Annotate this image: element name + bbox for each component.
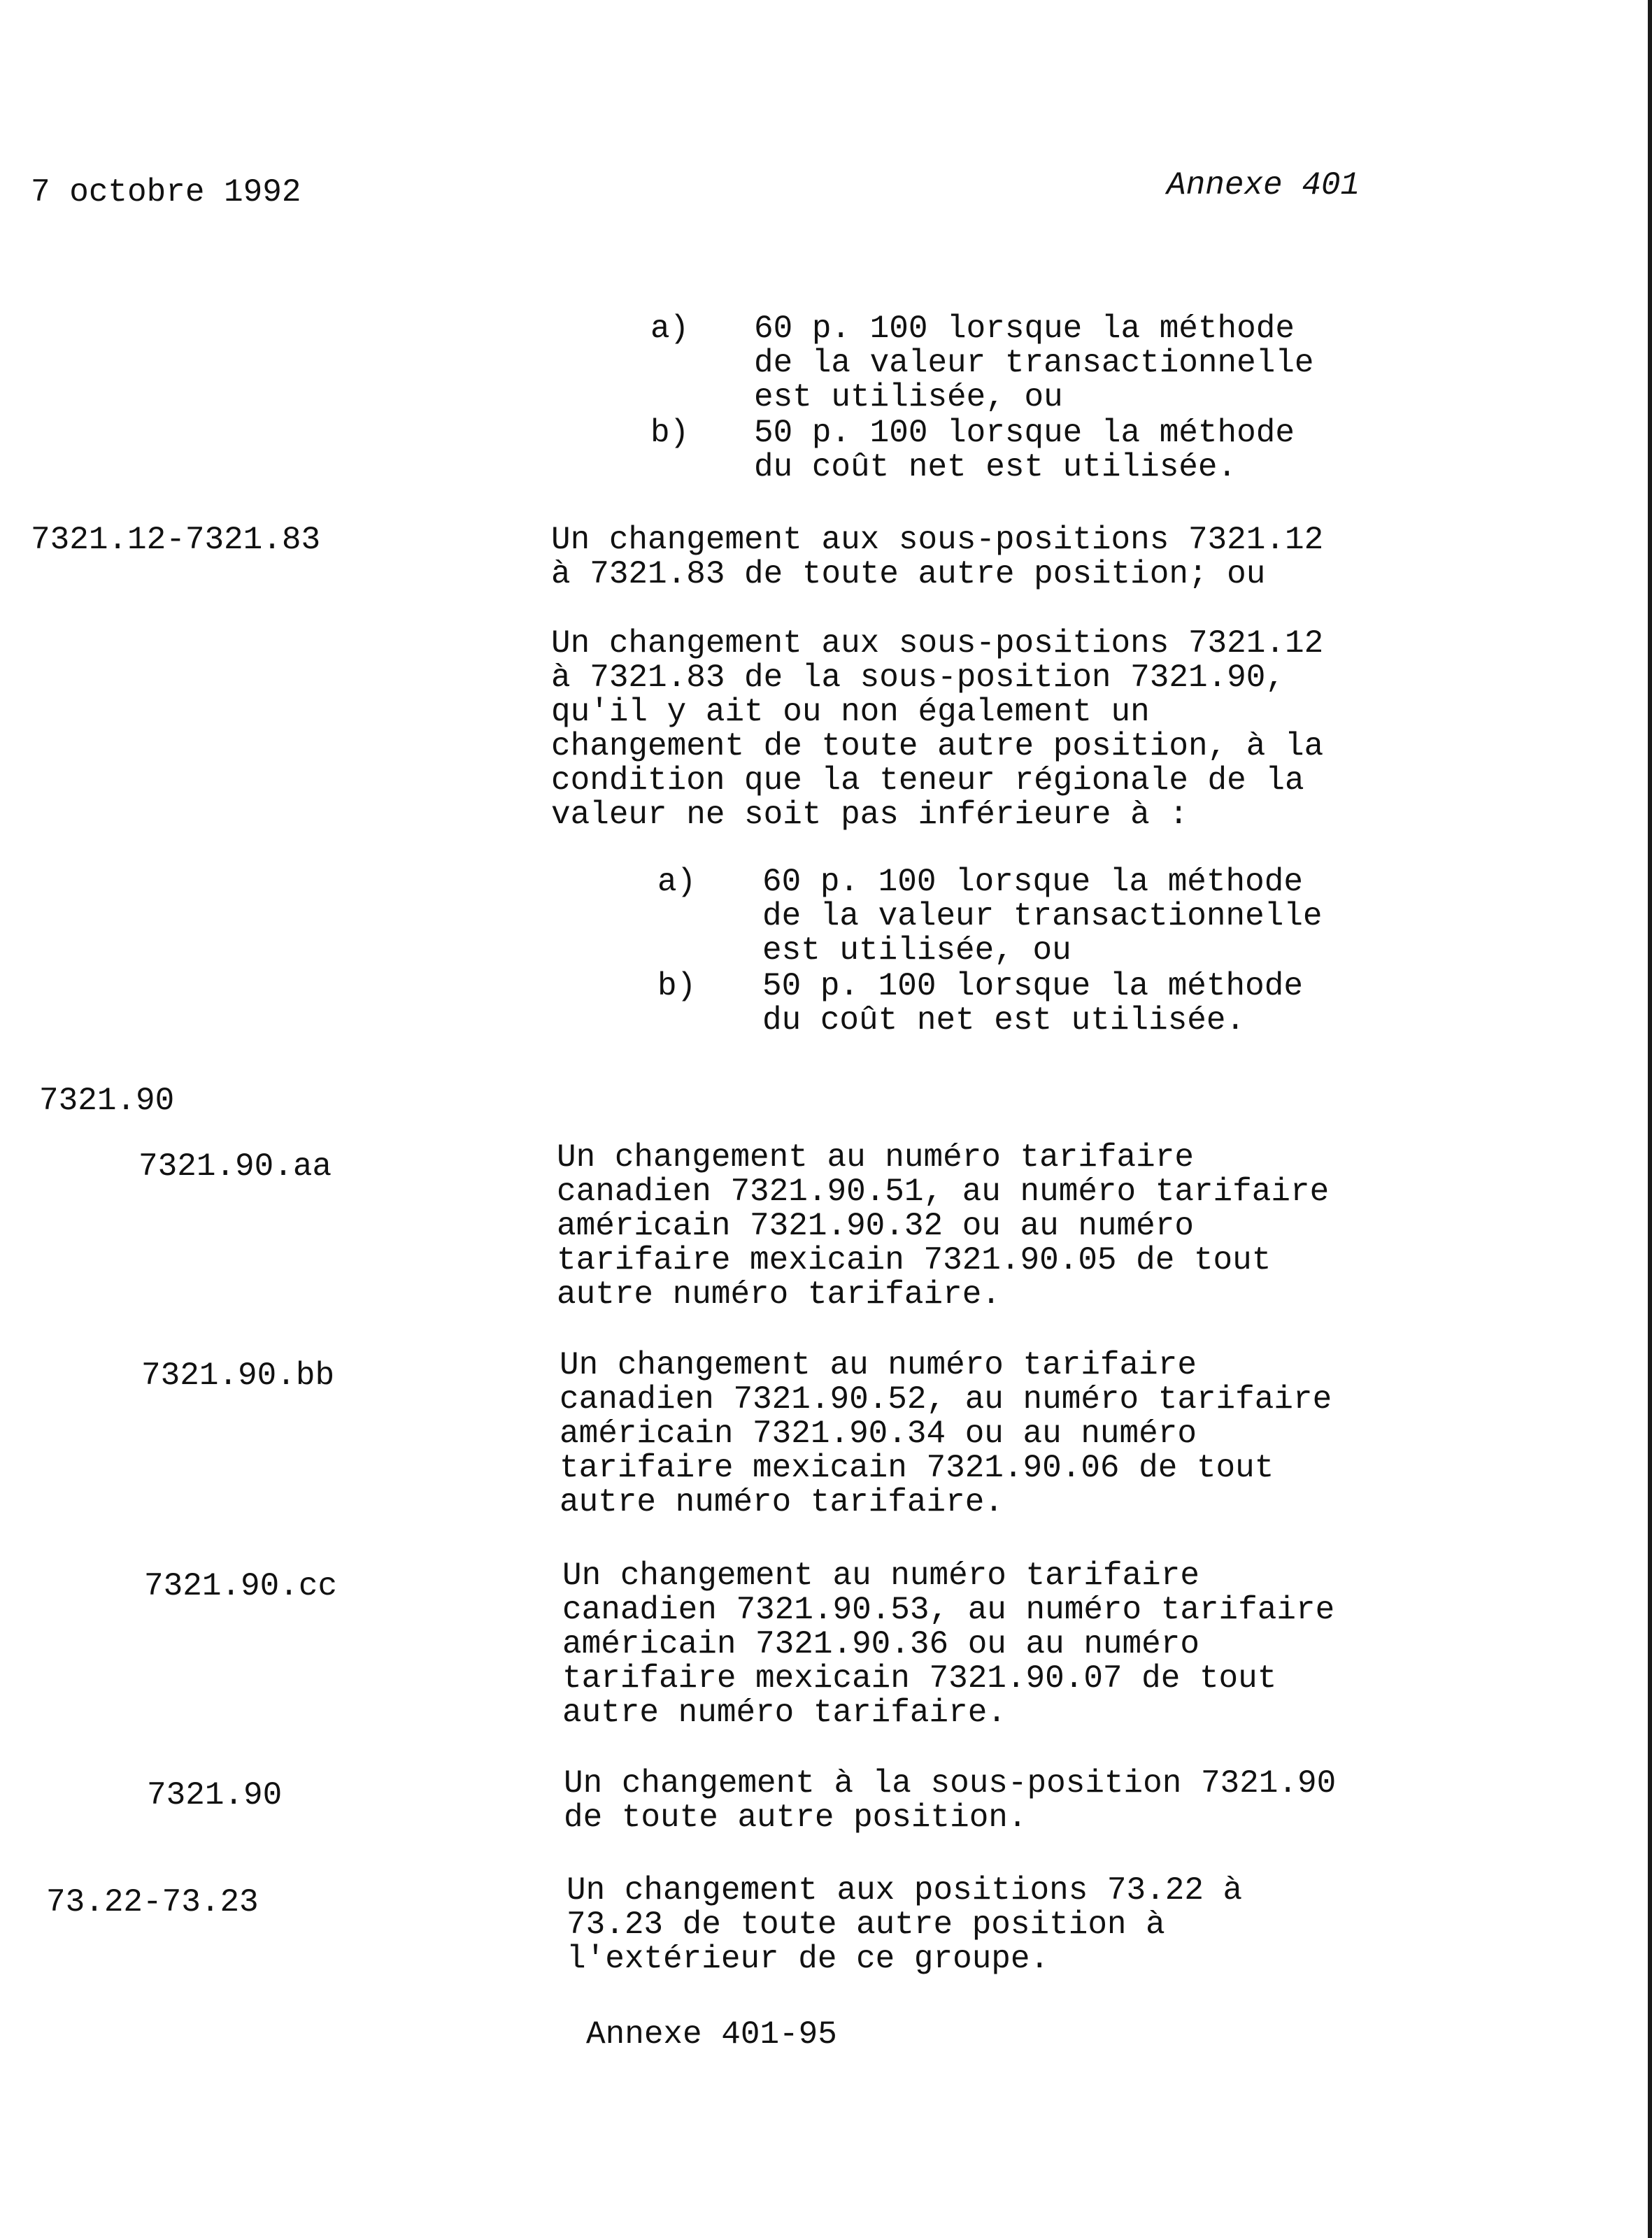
tariff-heading: 7321.90 (39, 1083, 175, 1119)
rule-text-line: canadien 7321.90.53, au numéro tarifaire (562, 1592, 1335, 1628)
rule-text-line: tarifaire mexicain 7321.90.05 de tout (557, 1242, 1272, 1278)
rule-text-line: de toute autre position. (564, 1799, 1027, 1836)
rule-text-line: autre numéro tarifaire. (562, 1695, 1006, 1731)
page-number: Annexe 401-95 (586, 2016, 837, 2053)
list-line: 60 p. 100 lorsque la méthode (762, 864, 1303, 900)
rule-text-line: tarifaire mexicain 7321.90.06 de tout (560, 1450, 1274, 1486)
annex-title: Annexe 401 (1167, 167, 1360, 204)
rule-text-line: américain 7321.90.32 ou au numéro (557, 1208, 1194, 1244)
rule-text-line: l'extérieur de ce groupe. (567, 1941, 1050, 1977)
rule-text-line: changement de toute autre position, à la (551, 728, 1324, 764)
rule-text-line: américain 7321.90.36 ou au numéro (562, 1626, 1199, 1662)
rule-text-line: Un changement aux sous-positions 7321.12 (551, 522, 1324, 558)
list-marker: b) (650, 415, 690, 451)
list-line: est utilisée, ou (754, 379, 1063, 415)
list-line: de la valeur transactionnelle (754, 345, 1314, 381)
scan-edge-shadow (1648, 0, 1652, 2238)
list-marker: b) (657, 968, 697, 1004)
list-line: du coût net est utilisée. (754, 449, 1237, 485)
rule-text-line: à 7321.83 de toute autre position; ou (551, 556, 1266, 592)
rule-text-line: condition que la teneur régionale de la (551, 762, 1304, 799)
list-line: 50 p. 100 lorsque la méthode (754, 415, 1295, 451)
list-marker: a) (650, 311, 690, 347)
tariff-code: 7321.90 (147, 1777, 283, 1813)
rule-text-line: qu'il y ait ou non également un (551, 694, 1150, 730)
list-line: 60 p. 100 lorsque la méthode (754, 311, 1295, 347)
list-marker: a) (657, 864, 697, 900)
tariff-code: 7321.12-7321.83 (31, 522, 321, 558)
rule-text-line: 73.23 de toute autre position à (567, 1906, 1165, 1943)
rule-text-line: Un changement aux positions 73.22 à (567, 1872, 1243, 1909)
rule-text-line: tarifaire mexicain 7321.90.07 de tout (562, 1660, 1277, 1697)
list-line: de la valeur transactionnelle (762, 898, 1323, 934)
rule-text-line: à 7321.83 de la sous-position 7321.90, (551, 660, 1285, 696)
rule-text-line: Un changement à la sous-position 7321.90 (564, 1765, 1337, 1802)
rule-text-line: Un changement aux sous-positions 7321.12 (551, 625, 1324, 662)
rule-text-line: autre numéro tarifaire. (560, 1484, 1004, 1520)
rule-text-line: américain 7321.90.34 ou au numéro (560, 1416, 1197, 1452)
tariff-code: 73.22-73.23 (46, 1884, 259, 1920)
tariff-code: 7321.90.aa (138, 1148, 332, 1185)
rule-text-line: Un changement au numéro tarifaire (560, 1347, 1197, 1383)
list-line: 50 p. 100 lorsque la méthode (762, 968, 1303, 1004)
rule-text-line: canadien 7321.90.51, au numéro tarifaire (557, 1174, 1330, 1210)
rule-text-line: valeur ne soit pas inférieure à : (551, 797, 1188, 833)
tariff-code: 7321.90.bb (141, 1357, 335, 1394)
list-line: du coût net est utilisée. (762, 1002, 1246, 1039)
rule-text-line: Un changement au numéro tarifaire (562, 1558, 1199, 1594)
list-line: est utilisée, ou (762, 932, 1071, 969)
rule-text-line: canadien 7321.90.52, au numéro tarifaire (560, 1381, 1332, 1418)
tariff-code: 7321.90.cc (144, 1568, 338, 1604)
rule-text-line: Un changement au numéro tarifaire (557, 1139, 1194, 1176)
document-date: 7 octobre 1992 (31, 174, 301, 211)
rule-text-line: autre numéro tarifaire. (557, 1276, 1001, 1313)
